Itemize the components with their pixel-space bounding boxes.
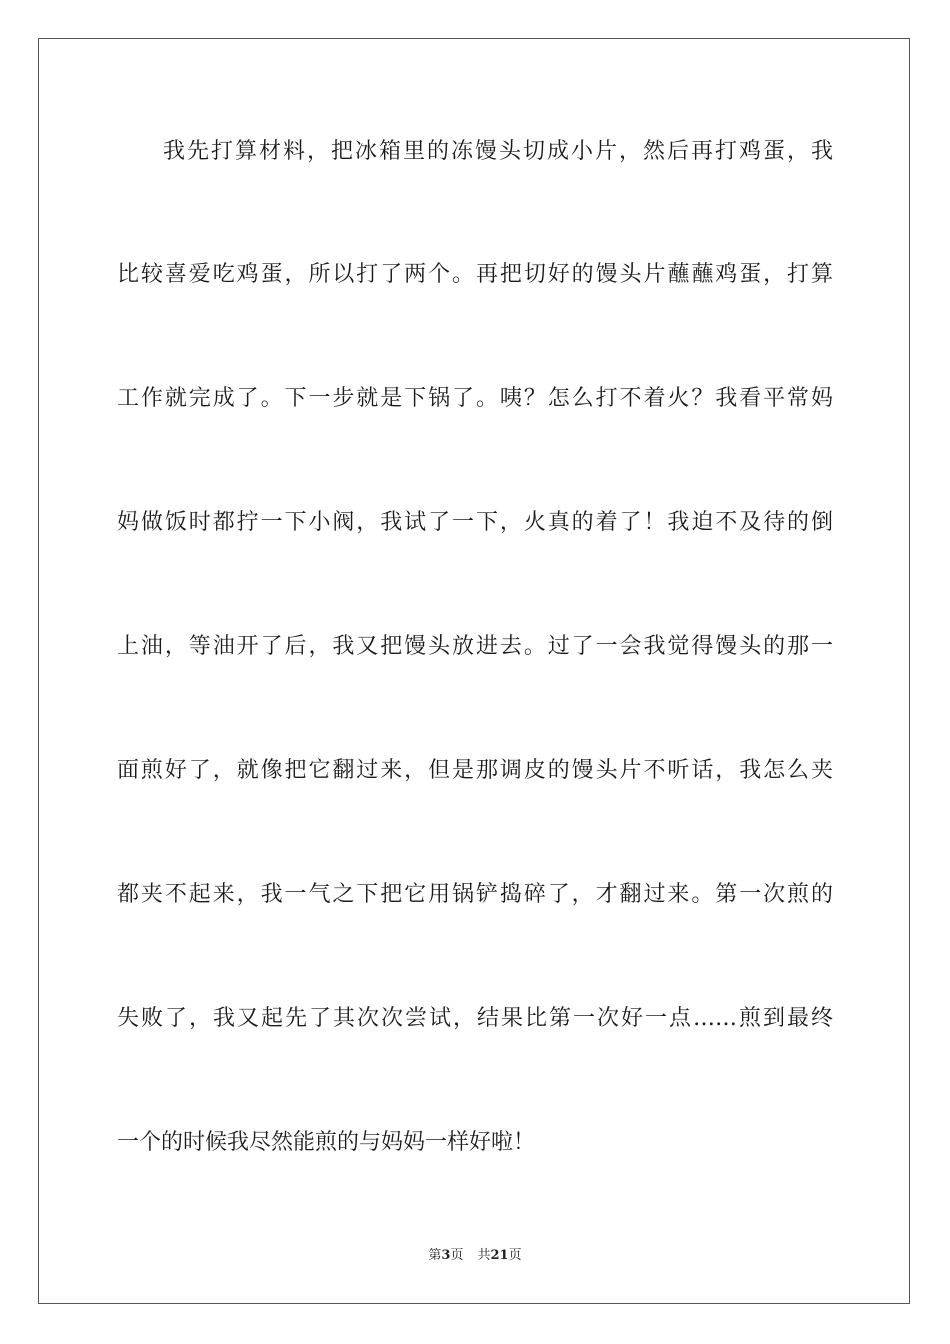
footer-total-prefix: 共 bbox=[477, 1248, 491, 1263]
page-footer bbox=[0, 1247, 950, 1265]
footer-total-pages: 21 bbox=[490, 1248, 509, 1263]
paragraph-line-7: 都夹不起来，我一气之下把它用锅铲捣碎了，才翻过来。第一次煎的 bbox=[117, 882, 833, 907]
paragraph-line-4: 妈做饭时都拧一下小阀，我试了一下，火真的着了！我迫不及待的倒 bbox=[117, 510, 833, 535]
paragraph-line-1: 我先打算材料，把冰箱里的冻馒头切成小片，然后再打鸡蛋，我 bbox=[163, 139, 833, 164]
footer-page-suffix: 页 bbox=[450, 1248, 464, 1263]
footer-page-number: 3 bbox=[441, 1248, 451, 1263]
paragraph-line-8: 失败了，我又起先了其次次尝试，结果比第一次好一点……煎到最终 bbox=[117, 1006, 833, 1031]
paragraph-line-2: 比较喜爱吃鸡蛋，所以打了两个。再把切好的馒头片蘸蘸鸡蛋，打算 bbox=[117, 262, 833, 287]
paragraph-line-3: 工作就完成了。下一步就是下锅了。咦？怎么打不着火？我看平常妈 bbox=[117, 386, 833, 411]
paragraph-line-9: 一个的时候我尽然能煎的与妈妈一样好啦！ bbox=[117, 1130, 536, 1155]
paragraph-line-5: 上油，等油开了后，我又把馒头放进去。过了一会我觉得馒头的那一 bbox=[117, 634, 833, 659]
page-border bbox=[38, 38, 910, 1304]
footer-total-suffix: 页 bbox=[508, 1248, 522, 1263]
paragraph-line-6: 面煎好了，就像把它翻过来，但是那调皮的馒头片不听话，我怎么夹 bbox=[117, 758, 833, 783]
footer-page-prefix: 第 bbox=[428, 1248, 442, 1263]
